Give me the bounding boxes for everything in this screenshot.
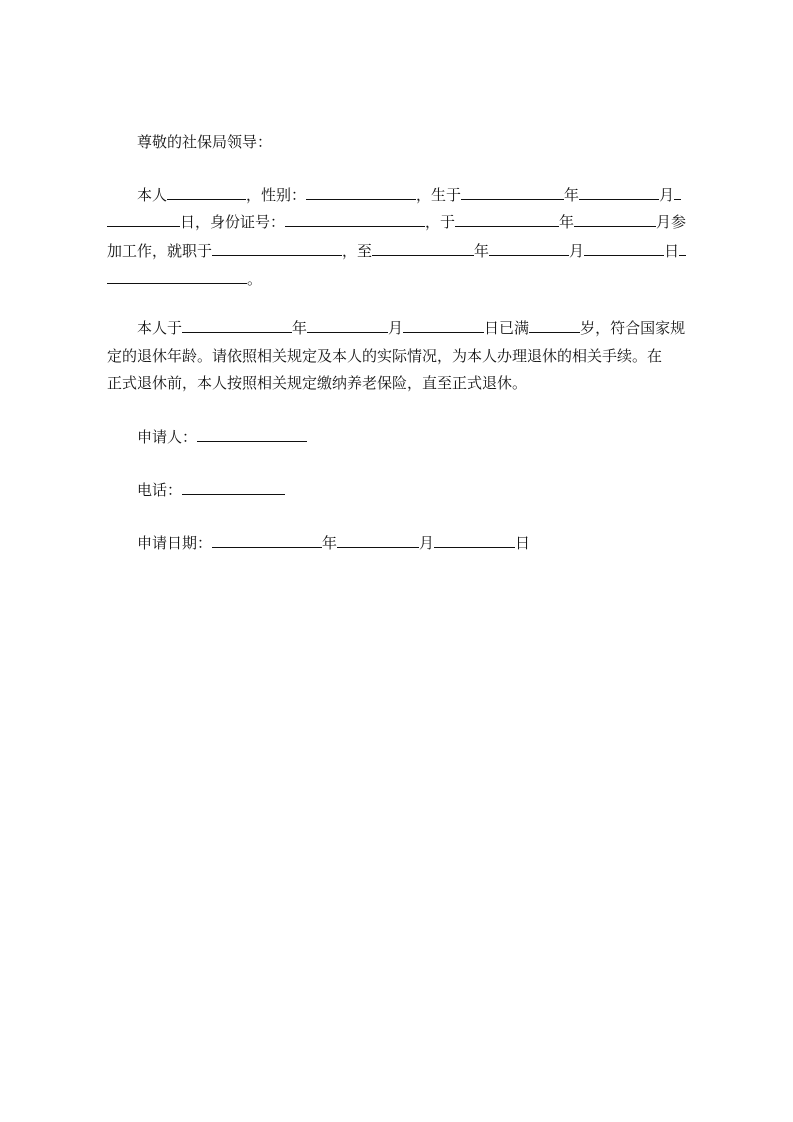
blank-retire-day[interactable] bbox=[403, 317, 484, 333]
text-year: 年 bbox=[559, 213, 575, 231]
blank-name[interactable] bbox=[167, 184, 246, 200]
text-day: 日 bbox=[664, 242, 680, 260]
salutation: 尊敬的社保局领导： bbox=[137, 133, 273, 151]
text-period: 。 bbox=[247, 270, 263, 288]
applicant-field[interactable] bbox=[197, 426, 307, 442]
text-year: 年 bbox=[474, 242, 490, 260]
date-day-field[interactable] bbox=[434, 532, 515, 548]
text-yu: ，于 bbox=[425, 213, 456, 231]
date-label: 申请日期： bbox=[137, 534, 213, 552]
date-day-text: 日 bbox=[515, 534, 531, 552]
date-line bbox=[137, 532, 703, 553]
text-benren-yu: 本人于 bbox=[137, 319, 183, 337]
text-day-reached: 日已满 bbox=[484, 319, 530, 337]
blank-gender[interactable] bbox=[306, 184, 416, 200]
applicant-label: 申请人： bbox=[137, 428, 198, 446]
blank-birth-month[interactable] bbox=[579, 184, 659, 200]
date-month-field[interactable] bbox=[337, 532, 419, 548]
blank-until-year[interactable] bbox=[372, 240, 474, 256]
text-id-number: 日，身份证号： bbox=[180, 213, 286, 231]
blank-birth-year[interactable] bbox=[461, 184, 564, 200]
text-until: ，至 bbox=[342, 242, 373, 260]
paragraph-1-line-4 bbox=[107, 268, 703, 289]
blank-until-month[interactable] bbox=[489, 240, 569, 256]
text-year: 年 bbox=[292, 319, 308, 337]
paragraph-2-line-2: 定的退休年龄。请依照相关规定及本人的实际情况，为本人办理退休的相关手续。在 bbox=[107, 347, 663, 365]
text-age-conforms: 岁，符合国家规 bbox=[580, 319, 686, 337]
paragraph-1-line-2 bbox=[107, 211, 703, 232]
phone-line bbox=[137, 479, 703, 500]
blank-tail[interactable] bbox=[107, 268, 247, 284]
blank-retire-year[interactable] bbox=[182, 317, 292, 333]
text-year: 年 bbox=[564, 186, 580, 204]
blank-employer[interactable] bbox=[212, 240, 342, 256]
text-month: 月 bbox=[659, 186, 675, 204]
text-benren: 本人 bbox=[137, 186, 168, 204]
date-month-text: 月 bbox=[419, 534, 435, 552]
text-employed-at: 加工作，就职于 bbox=[107, 242, 213, 260]
blank-tail-start[interactable] bbox=[679, 240, 686, 256]
blank-age[interactable] bbox=[529, 317, 580, 333]
date-year-field[interactable] bbox=[212, 532, 322, 548]
blank-birth-day-start[interactable] bbox=[674, 184, 681, 200]
blank-retire-month[interactable] bbox=[307, 317, 388, 333]
date-year-text: 年 bbox=[322, 534, 338, 552]
applicant-line bbox=[137, 426, 703, 447]
text-month-join: 月参 bbox=[656, 213, 687, 231]
blank-until-day[interactable] bbox=[584, 240, 664, 256]
text-gender: ，性别： bbox=[246, 186, 307, 204]
text-month: 月 bbox=[569, 242, 585, 260]
paragraph-1-line-3 bbox=[107, 240, 703, 261]
phone-field[interactable] bbox=[182, 479, 285, 495]
paragraph-1-line-1 bbox=[107, 184, 703, 205]
text-month: 月 bbox=[388, 319, 404, 337]
blank-birth-day[interactable] bbox=[107, 211, 180, 227]
paragraph-2-line-1 bbox=[107, 317, 703, 338]
paragraph-2-line-3: 正式退休前，本人按照相关规定缴纳养老保险，直至正式退休。 bbox=[107, 374, 528, 392]
text-born: ，生于 bbox=[416, 186, 462, 204]
blank-work-month[interactable] bbox=[574, 211, 656, 227]
blank-work-year[interactable] bbox=[455, 211, 559, 227]
phone-label: 电话： bbox=[137, 481, 183, 499]
blank-id-number[interactable] bbox=[285, 211, 425, 227]
